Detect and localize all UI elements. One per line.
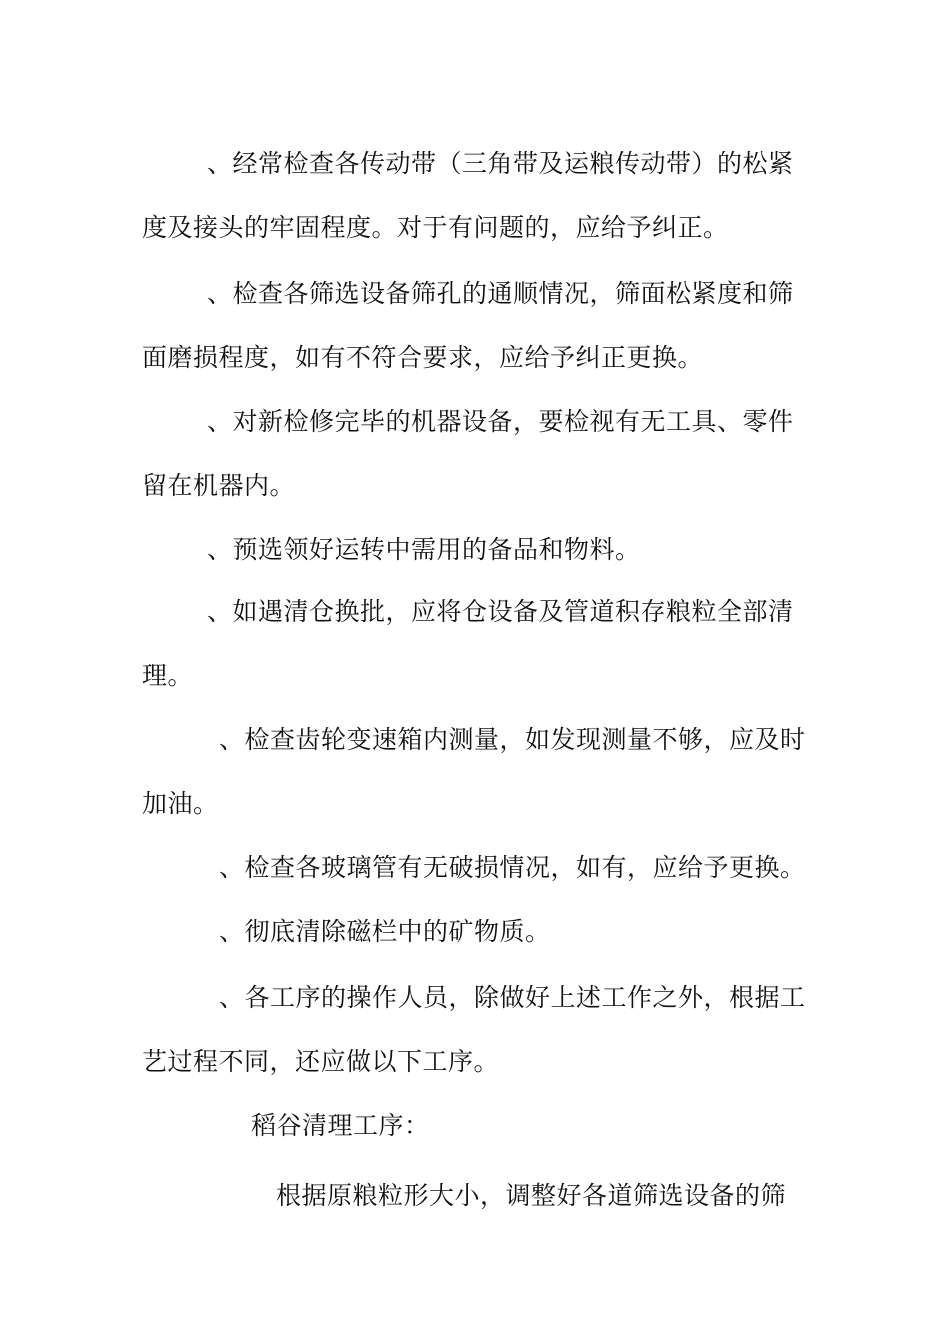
paragraph-line: 、检查各玻璃管有无破损情况，如有，应给予更换。 xyxy=(219,853,806,882)
paragraph-line: 度及接头的牢固程度。对于有问题的，应给予纠正。 xyxy=(142,213,729,242)
paragraph-line: 根据原粮粒形大小，调整好各道筛选设备的筛 xyxy=(276,1181,787,1210)
paragraph-line: 、各工序的操作人员，除做好上述工作之外，根据工 xyxy=(219,983,806,1012)
paragraph-line: 艺过程不同，还应做以下工序。 xyxy=(142,1047,500,1076)
paragraph-line: 、检查齿轮变速箱内测量，如发现测量不够，应及时 xyxy=(219,725,806,754)
section-heading: 稻谷清理工序： xyxy=(251,1111,430,1140)
paragraph-line: 理。 xyxy=(142,661,194,690)
paragraph-line: 面磨损程度，如有不符合要求，应给予纠正更换。 xyxy=(142,343,704,372)
paragraph-line: 、检查各筛选设备筛孔的通顺情况，筛面松紧度和筛 xyxy=(207,279,794,308)
paragraph-line: 、对新检修完毕的机器设备，要检视有无工具、零件 xyxy=(207,407,794,436)
paragraph-line: 、预选领好运转中需用的备品和物料。 xyxy=(207,535,641,564)
paragraph-line: 留在机器内。 xyxy=(142,471,296,500)
paragraph-line: 、如遇清仓换批，应将仓设备及管道积存粮粒全部清 xyxy=(207,597,794,626)
paragraph-line: 、经常检查各传动带（三角带及运粮传动带）的松紧 xyxy=(207,149,794,178)
paragraph-line: 、彻底清除磁栏中的矿物质。 xyxy=(219,917,551,946)
paragraph-line: 加油。 xyxy=(142,789,219,818)
